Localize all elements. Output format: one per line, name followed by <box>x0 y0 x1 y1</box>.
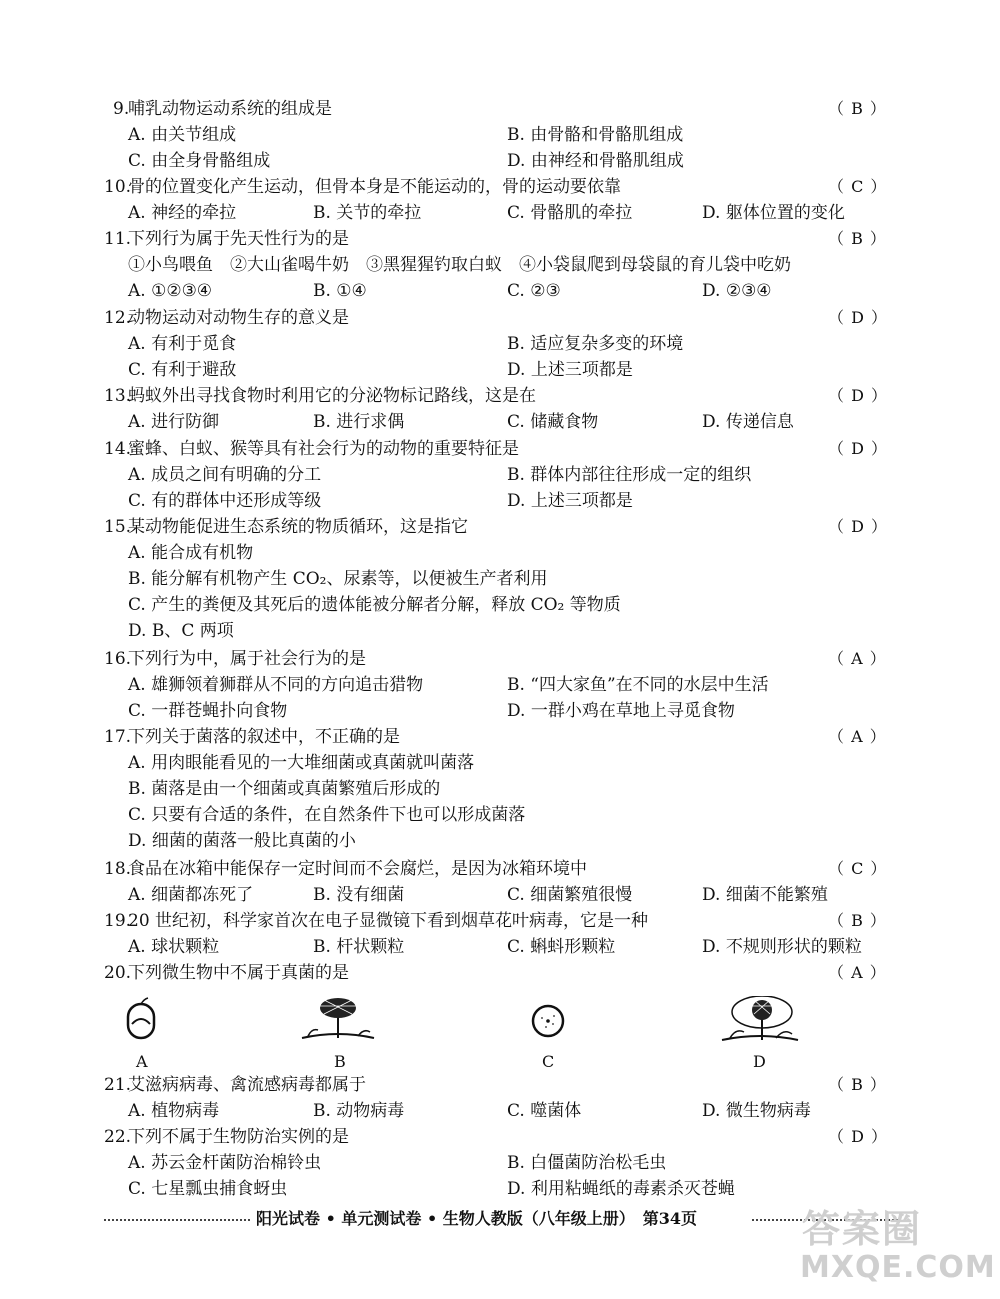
figure-label-a: A <box>136 1052 148 1071</box>
statement-list: ①小鸟喂鱼 ②大山雀喝牛奶 ③黑猩猩钓取白蚁 ④小袋鼠爬到母袋鼠的育儿袋中吃奶 <box>128 255 791 275</box>
figure-label-c: C <box>542 1052 555 1071</box>
question-stem: 20 世纪初，科学家首次在电子显微镜下看到烟草花叶病毒，它是一种 <box>128 911 649 931</box>
question-stem: 哺乳动物运动系统的组成是 <box>128 99 332 119</box>
answer-bracket: （ B ） <box>828 99 887 118</box>
option-b: B. ①④ <box>313 281 367 301</box>
question-number: 12. <box>104 308 132 328</box>
option-d: D. 微生物病毒 <box>702 1101 811 1121</box>
question-number: 20. <box>104 963 132 983</box>
option-d: D. 利用粘蝇纸的毒素杀灭苍蝇 <box>507 1179 735 1199</box>
option-c: C. 骨骼肌的牵拉 <box>507 203 633 223</box>
question-stem: 食品在冰箱中能保存一定时间而不会腐烂，是因为冰箱环境中 <box>128 859 587 879</box>
option-a: A. 苏云金杆菌防治棉铃虫 <box>128 1153 322 1173</box>
option-b: B. 杆状颗粒 <box>313 937 405 957</box>
figure-label-b: B <box>334 1052 346 1071</box>
answer-bracket: （ C ） <box>828 177 888 196</box>
option-c: C. ②③ <box>507 281 561 301</box>
question-number: 15. <box>104 517 132 537</box>
option-c: C. 七星瓢虫捕食蚜虫 <box>128 1179 288 1199</box>
question-stem: 艾滋病病毒、禽流感病毒都属于 <box>128 1075 366 1095</box>
answer-bracket: （ B ） <box>828 911 887 930</box>
question-number: 22. <box>104 1127 132 1147</box>
option-a: A. 能合成有机物 <box>128 543 254 563</box>
question-stem: 下列行为属于先天性行为的是 <box>128 229 349 249</box>
option-d: D. 由神经和骨骼肌组成 <box>507 151 684 171</box>
mold-figure <box>298 996 378 1046</box>
answer-bracket: （ D ） <box>828 1127 889 1146</box>
option-d: D. 上述三项都是 <box>507 491 633 511</box>
option-b: B. 动物病毒 <box>313 1101 405 1121</box>
watermark-url: MXQE.COM <box>800 1250 996 1285</box>
option-b: B. 没有细菌 <box>313 885 405 905</box>
question-number: 18. <box>104 859 132 879</box>
option-b: B. 能分解有机物产生 CO₂、尿素等，以便被生产者利用 <box>128 569 548 589</box>
option-c: C. 细菌繁殖很慢 <box>507 885 633 905</box>
option-d: D. 细菌的菌落一般比真菌的小 <box>128 831 356 851</box>
answer-bracket: （ C ） <box>828 859 888 878</box>
question-stem: 下列行为中，属于社会行为的是 <box>128 649 366 669</box>
question-number: 17. <box>104 727 132 747</box>
question-stem: 下列关于菌落的叙述中，不正确的是 <box>128 727 400 747</box>
question-stem: 骨的位置变化产生运动，但骨本身是不能运动的，骨的运动要依靠 <box>128 177 621 197</box>
figure-label-d: D <box>753 1052 766 1071</box>
option-b: B. 菌落是由一个细菌或真菌繁殖后形成的 <box>128 779 441 799</box>
question-stem: 蚂蚁外出寻找食物时利用它的分泌物标记路线，这是在 <box>128 386 536 406</box>
answer-bracket: （ B ） <box>828 229 887 248</box>
option-a: A. 有利于觅食 <box>128 334 237 354</box>
bacterium-figure <box>120 996 164 1046</box>
option-a: A. 神经的牵拉 <box>128 203 237 223</box>
answer-bracket: （ A ） <box>828 963 887 982</box>
option-b: B. 白僵菌防治松毛虫 <box>507 1153 667 1173</box>
option-a: A. 成员之间有明确的分工 <box>128 465 322 485</box>
question-stem: 下列微生物中不属于真菌的是 <box>128 963 349 983</box>
option-b: B. “四大家鱼”在不同的水层中生活 <box>507 675 769 695</box>
option-d: D. 一群小鸡在草地上寻觅食物 <box>507 701 735 721</box>
option-c: C. 蝌蚪形颗粒 <box>507 937 616 957</box>
option-a: A. 由关节组成 <box>128 125 237 145</box>
option-a: A. 球状颗粒 <box>128 937 220 957</box>
question-number: 14. <box>104 439 132 459</box>
question-number: 21. <box>104 1075 132 1095</box>
answer-bracket: （ B ） <box>828 1075 887 1094</box>
option-a: A. 细菌都冻死了 <box>128 885 254 905</box>
option-c: C. 储藏食物 <box>507 412 599 432</box>
answer-bracket: （ D ） <box>828 308 889 327</box>
option-a: A. 雄狮领着狮群从不同的方向追击猎物 <box>128 675 424 695</box>
option-d: D. 细菌不能繁殖 <box>702 885 828 905</box>
question-number: 16. <box>104 649 132 669</box>
option-c: C. 噬菌体 <box>507 1101 582 1121</box>
yeast-figure <box>526 996 570 1046</box>
option-c: C. 有的群体中还形成等级 <box>128 491 322 511</box>
answer-bracket: （ D ） <box>828 439 889 458</box>
option-a: A. ①②③④ <box>128 281 213 301</box>
option-c: C. 只要有合适的条件，在自然条件下也可以形成菌落 <box>128 805 526 825</box>
mushroom-mold-figure <box>718 996 800 1046</box>
option-c: C. 产生的粪便及其死后的遗体能被分解者分解，释放 CO₂ 等物质 <box>128 595 621 615</box>
question-stem: 动物运动对动物生存的意义是 <box>128 308 349 328</box>
footer-text: 阳光试卷 • 单元测试卷 • 生物人教版（八年级上册） 第34页 <box>256 1209 698 1228</box>
option-b: B. 由骨骼和骨骼肌组成 <box>507 125 684 145</box>
watermark-logo: 答案圈 <box>802 1207 923 1251</box>
option-a: A. 进行防御 <box>128 412 220 432</box>
option-b: B. 适应复杂多变的环境 <box>507 334 684 354</box>
answer-bracket: （ D ） <box>828 517 889 536</box>
option-d: D. 躯体位置的变化 <box>702 203 845 223</box>
option-d: D. 不规则形状的颗粒 <box>702 937 862 957</box>
option-b: B. 关节的牵拉 <box>313 203 422 223</box>
question-number: 13. <box>104 386 132 406</box>
option-c: C. 一群苍蝇扑向食物 <box>128 701 288 721</box>
question-number: 11. <box>104 229 132 249</box>
option-a: A. 植物病毒 <box>128 1101 220 1121</box>
option-c: C. 有利于避敌 <box>128 360 237 380</box>
option-b: B. 进行求偶 <box>313 412 405 432</box>
question-stem: 某动物能促进生态系统的物质循环，这是指它 <box>128 517 468 537</box>
answer-bracket: （ A ） <box>828 727 887 746</box>
option-d: D. B、C 两项 <box>128 621 234 641</box>
option-d: D. ②③④ <box>702 281 772 301</box>
option-b: B. 群体内部往往形成一定的组织 <box>507 465 752 485</box>
answer-bracket: （ A ） <box>828 649 887 668</box>
question-number: 10. <box>104 177 132 197</box>
footer-dots-left <box>104 1219 250 1221</box>
question-number: 19. <box>104 911 132 931</box>
option-d: D. 传递信息 <box>702 412 794 432</box>
option-a: A. 用肉眼能看见的一大堆细菌或真菌就叫菌落 <box>128 753 475 773</box>
answer-bracket: （ D ） <box>828 386 889 405</box>
question-number: 9. <box>113 99 130 119</box>
question-stem: 蜜蜂、白蚁、猴等具有社会行为的动物的重要特征是 <box>128 439 519 459</box>
option-c: C. 由全身骨骼组成 <box>128 151 271 171</box>
question-stem: 下列不属于生物防治实例的是 <box>128 1127 349 1147</box>
option-d: D. 上述三项都是 <box>507 360 633 380</box>
